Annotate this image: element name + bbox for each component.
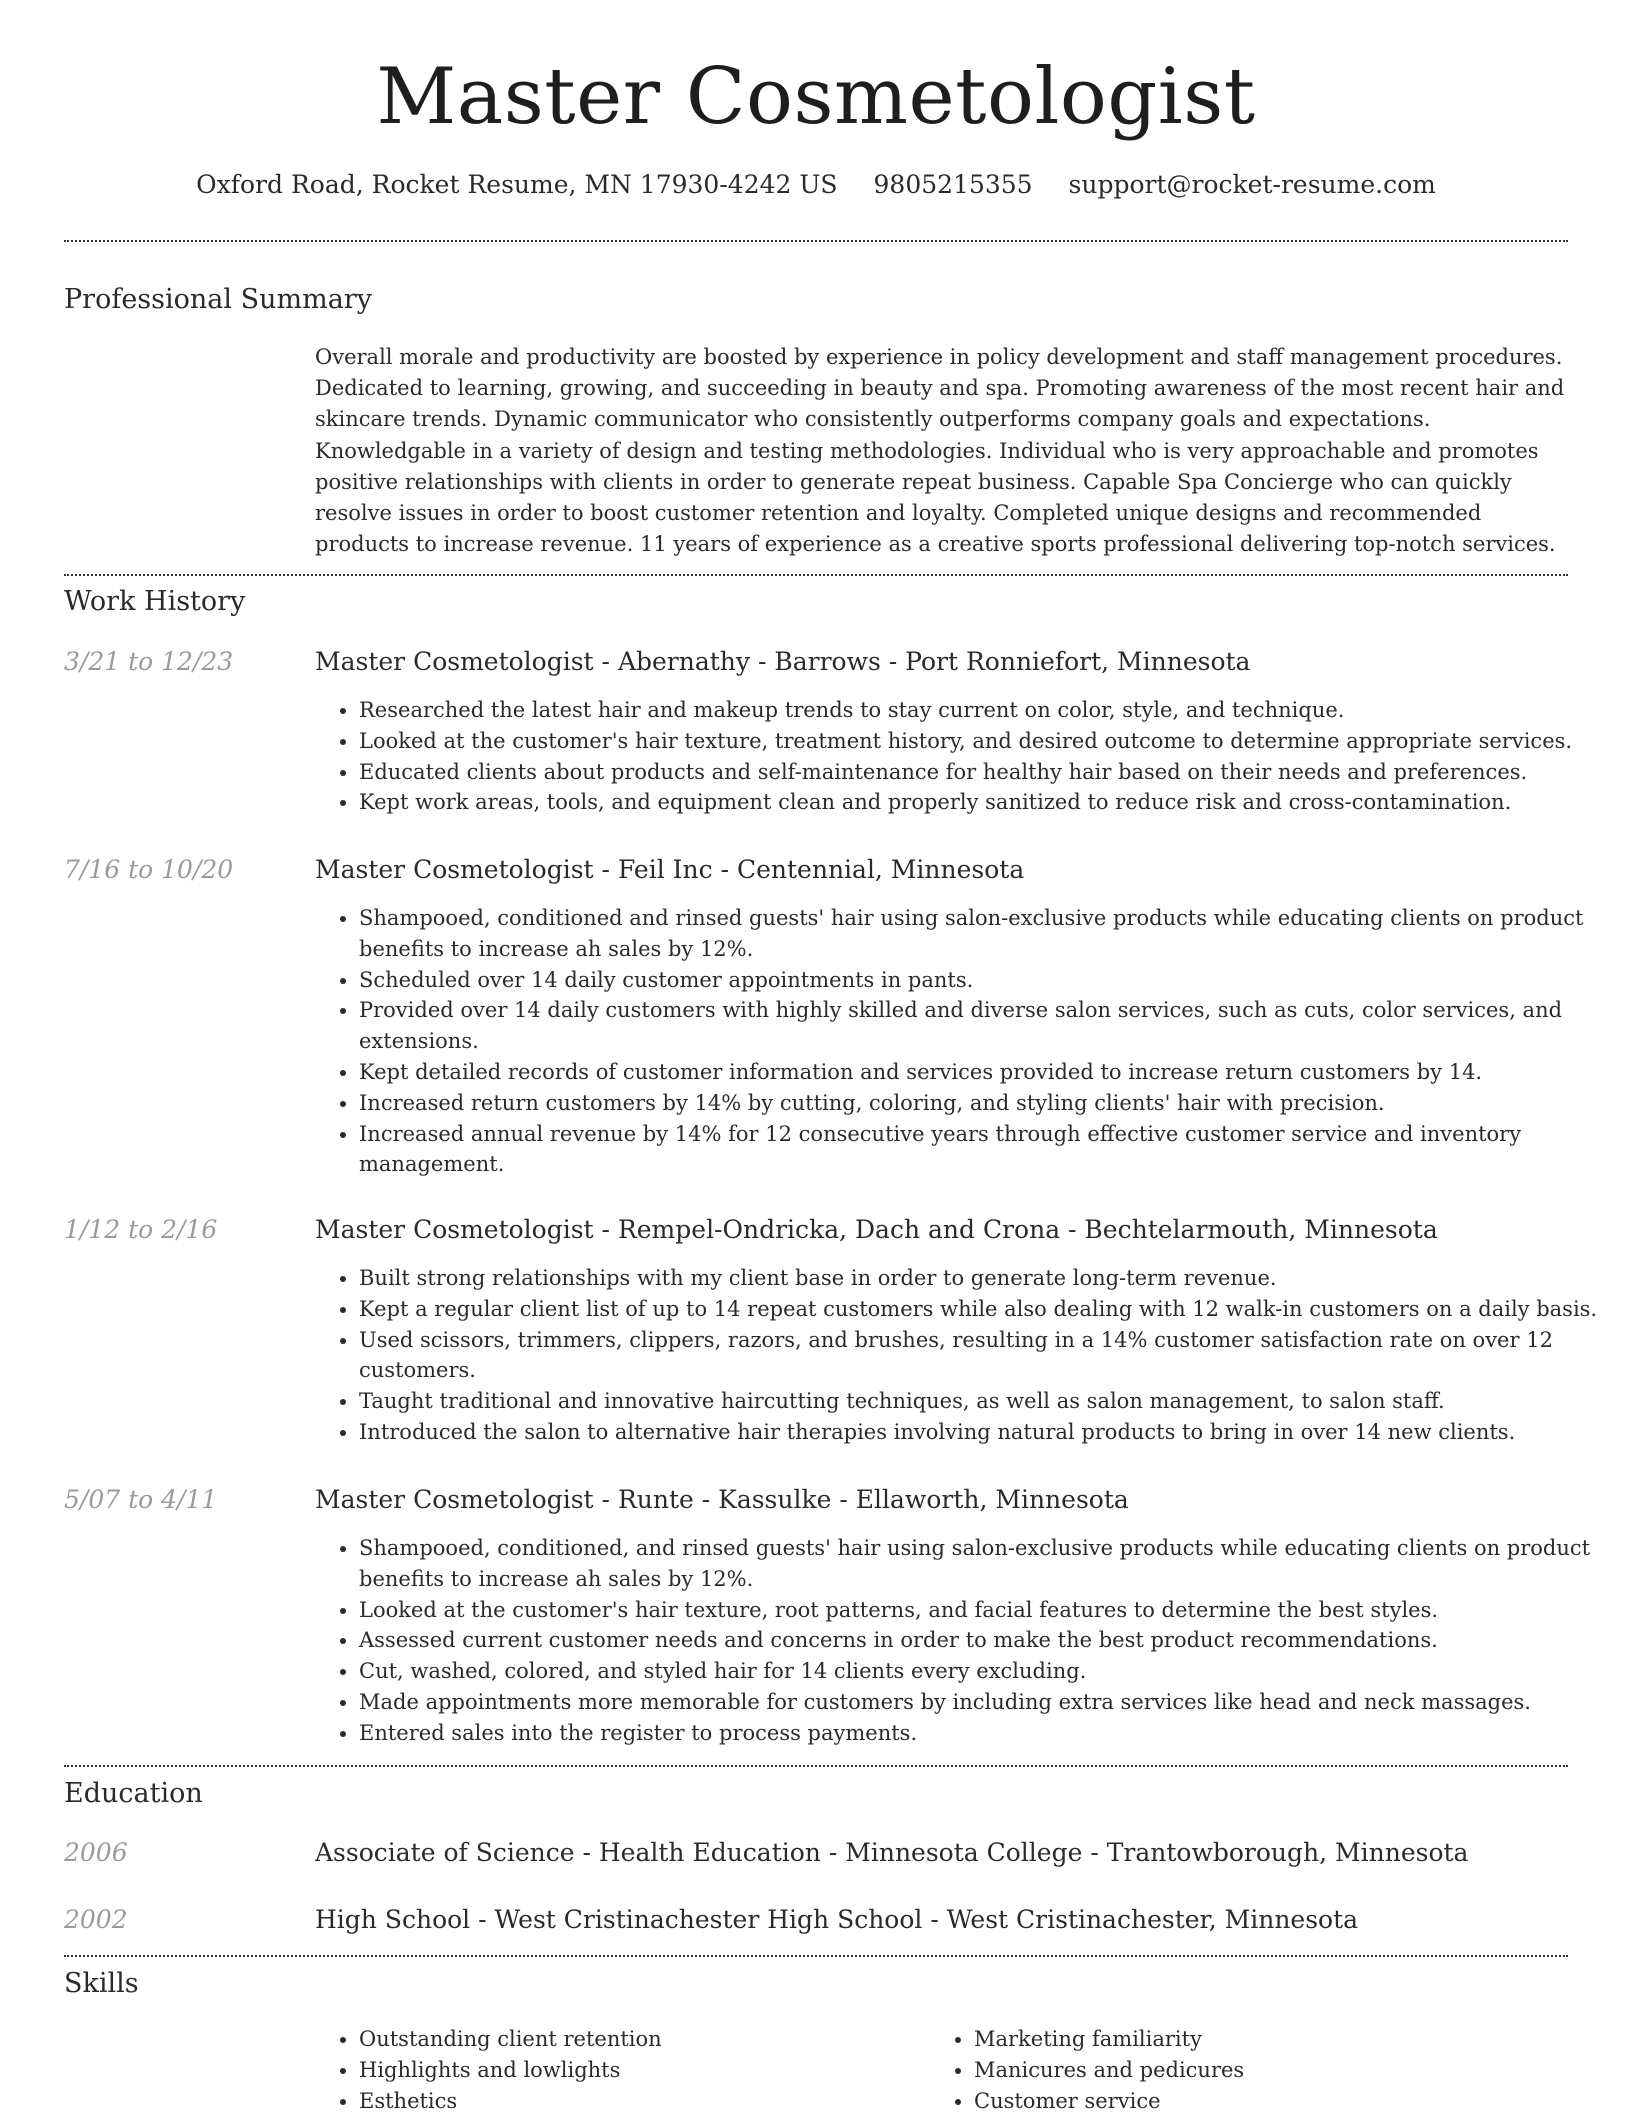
- job-bullets: [315, 1263, 1609, 1448]
- job-bullets: [315, 695, 1609, 818]
- list-item: • Looked at the customer's hair texture, treatment history, and desired outcome to determine appropriate services.: [359, 726, 1609, 757]
- list-item: • Shampooed, conditioned, and rinsed guests' hair using salon-exclusive products while educating clients on product benefits to increase ah sales by 12%.: [359, 1533, 1609, 1595]
- job-bullets: [315, 903, 1609, 1180]
- contact-address: Oxford Road, Rocket Resume, MN 17930-4242 US: [196, 170, 838, 199]
- list-item: • Shampooed, conditioned and rinsed guests' hair using salon-exclusive products while educating clients on product benefits to increase ah sales by 12%.: [359, 903, 1609, 965]
- list-item: • Increased return customers by 14% by cutting, coloring, and styling clients' hair with precision.: [359, 1088, 1609, 1119]
- job-dates: 7/16 to 10/20: [64, 855, 234, 884]
- list-item: • Made appointments more memorable for customers by including extra services like head and neck massages.: [359, 1687, 1609, 1718]
- job-title: Master Cosmetologist - Feil Inc - Centennial, Minnesota: [315, 855, 1025, 884]
- job-bullets: [315, 1533, 1609, 1749]
- work-history-heading: Work History: [64, 586, 246, 617]
- contact-phone: 9805215355: [873, 170, 1033, 199]
- resume-name: Master Cosmetologist: [376, 52, 1256, 142]
- list-item: • Built strong relationships with my client base in order to generate long-term revenue.: [359, 1263, 1609, 1294]
- list-item: • Kept detailed records of customer information and services provided to increase return customers by 14.: [359, 1057, 1609, 1088]
- section-divider: [64, 574, 1568, 576]
- section-divider: [64, 1955, 1568, 1957]
- list-item: • Scheduled over 14 daily customer appointments in pants.: [359, 965, 1609, 996]
- list-item: • Manicures and pedicures: [974, 2055, 1574, 2086]
- education-year: 2006: [64, 1838, 128, 1867]
- skills-heading: Skills: [64, 1968, 139, 1999]
- education-year: 2002: [64, 1905, 128, 1934]
- job-dates: 5/07 to 4/11: [64, 1485, 218, 1514]
- list-item: • Customer service: [974, 2086, 1574, 2116]
- list-item: • Provided over 14 daily customers with highly skilled and diverse salon services, such as cuts, color services, and extensions.: [359, 995, 1609, 1057]
- list-item: • Kept work areas, tools, and equipment clean and properly sanitized to reduce risk and cross-contamination.: [359, 787, 1609, 818]
- list-item: • Assessed current customer needs and concerns in order to make the best product recommendations.: [359, 1625, 1609, 1656]
- list-item: • Marketing familiarity: [974, 2024, 1574, 2055]
- section-divider: [64, 1765, 1568, 1767]
- list-item: • Researched the latest hair and makeup trends to stay current on color, style, and technique.: [359, 695, 1609, 726]
- list-item: • Outstanding client retention: [359, 2024, 919, 2055]
- contact-email: support@rocket-resume.com: [1068, 170, 1436, 199]
- job-title: Master Cosmetologist - Abernathy - Barrows - Port Ronniefort, Minnesota: [315, 647, 1251, 676]
- list-item: • Increased annual revenue by 14% for 12 consecutive years through effective customer service and inventory management.: [359, 1119, 1609, 1181]
- education-degree: Associate of Science - Health Education: [315, 1838, 821, 1867]
- list-item: • Cut, washed, colored, and styled hair for 14 clients every excluding.: [359, 1656, 1609, 1687]
- education-entry: [315, 1838, 1468, 1867]
- section-divider: [64, 240, 1568, 242]
- list-item: • Esthetics: [359, 2086, 919, 2116]
- education-details: - West Cristinachester High School - West Cristinachester, Minnesota: [470, 1905, 1359, 1934]
- contact-line: [0, 170, 1632, 199]
- list-item: • Used scissors, trimmers, clippers, razors, and brushes, resulting in a 14% customer satisfaction rate on over 12 customers.: [359, 1325, 1609, 1387]
- education-degree: High School: [315, 1905, 471, 1934]
- list-item: • Taught traditional and innovative haircutting techniques, as well as salon management, to salon staff.: [359, 1386, 1609, 1417]
- job-title: Master Cosmetologist - Runte - Kassulke - Ellaworth, Minnesota: [315, 1485, 1129, 1514]
- education-details: - Minnesota College - Trantowborough, Minnesota: [820, 1838, 1469, 1867]
- list-item: • Kept a regular client list of up to 14 repeat customers while also dealing with 12 walk-in customers on a daily basis.: [359, 1294, 1609, 1325]
- job-dates: 1/12 to 2/16: [64, 1215, 218, 1244]
- list-item: • Introduced the salon to alternative hair therapies involving natural products to bring in over 14 new clients.: [359, 1417, 1609, 1448]
- list-item: • Highlights and lowlights: [359, 2055, 919, 2086]
- skills-list-left: [315, 2024, 919, 2116]
- skills-list-right: [930, 2024, 1574, 2116]
- summary-heading: Professional Summary: [64, 284, 372, 315]
- education-entry: [315, 1905, 1358, 1934]
- job-dates: 3/21 to 12/23: [64, 647, 234, 676]
- education-heading: Education: [64, 1778, 203, 1809]
- list-item: • Educated clients about products and self-maintenance for healthy hair based on their needs and preferences.: [359, 757, 1609, 788]
- job-title: Master Cosmetologist - Rempel-Ondricka, Dach and Crona - Bechtelarmouth, Minnesota: [315, 1215, 1438, 1244]
- list-item: • Looked at the customer's hair texture, root patterns, and facial features to determine the best styles.: [359, 1595, 1609, 1626]
- list-item: • Entered sales into the register to process payments.: [359, 1718, 1609, 1749]
- summary-text: Overall morale and productivity are boosted by experience in policy development and staff management procedures. Dedicated to learning, growing, and succeeding in beauty and spa. Promoting awareness of the most recent hair and skincare trends. Dynamic communicator who consistently outperforms company goals and expectations. Knowledgable in a variety of design and testing methodologies. Individual who is very approachable and promotes positive relationships with clients in order to generate repeat business. Capable Spa Concierge who can quickly resolve issues in order to boost customer retention and loyalty. Completed unique designs and recommended products to increase revenue. 11 years of experience as a creative sports professional delivering top-notch services.: [315, 345, 1565, 557]
